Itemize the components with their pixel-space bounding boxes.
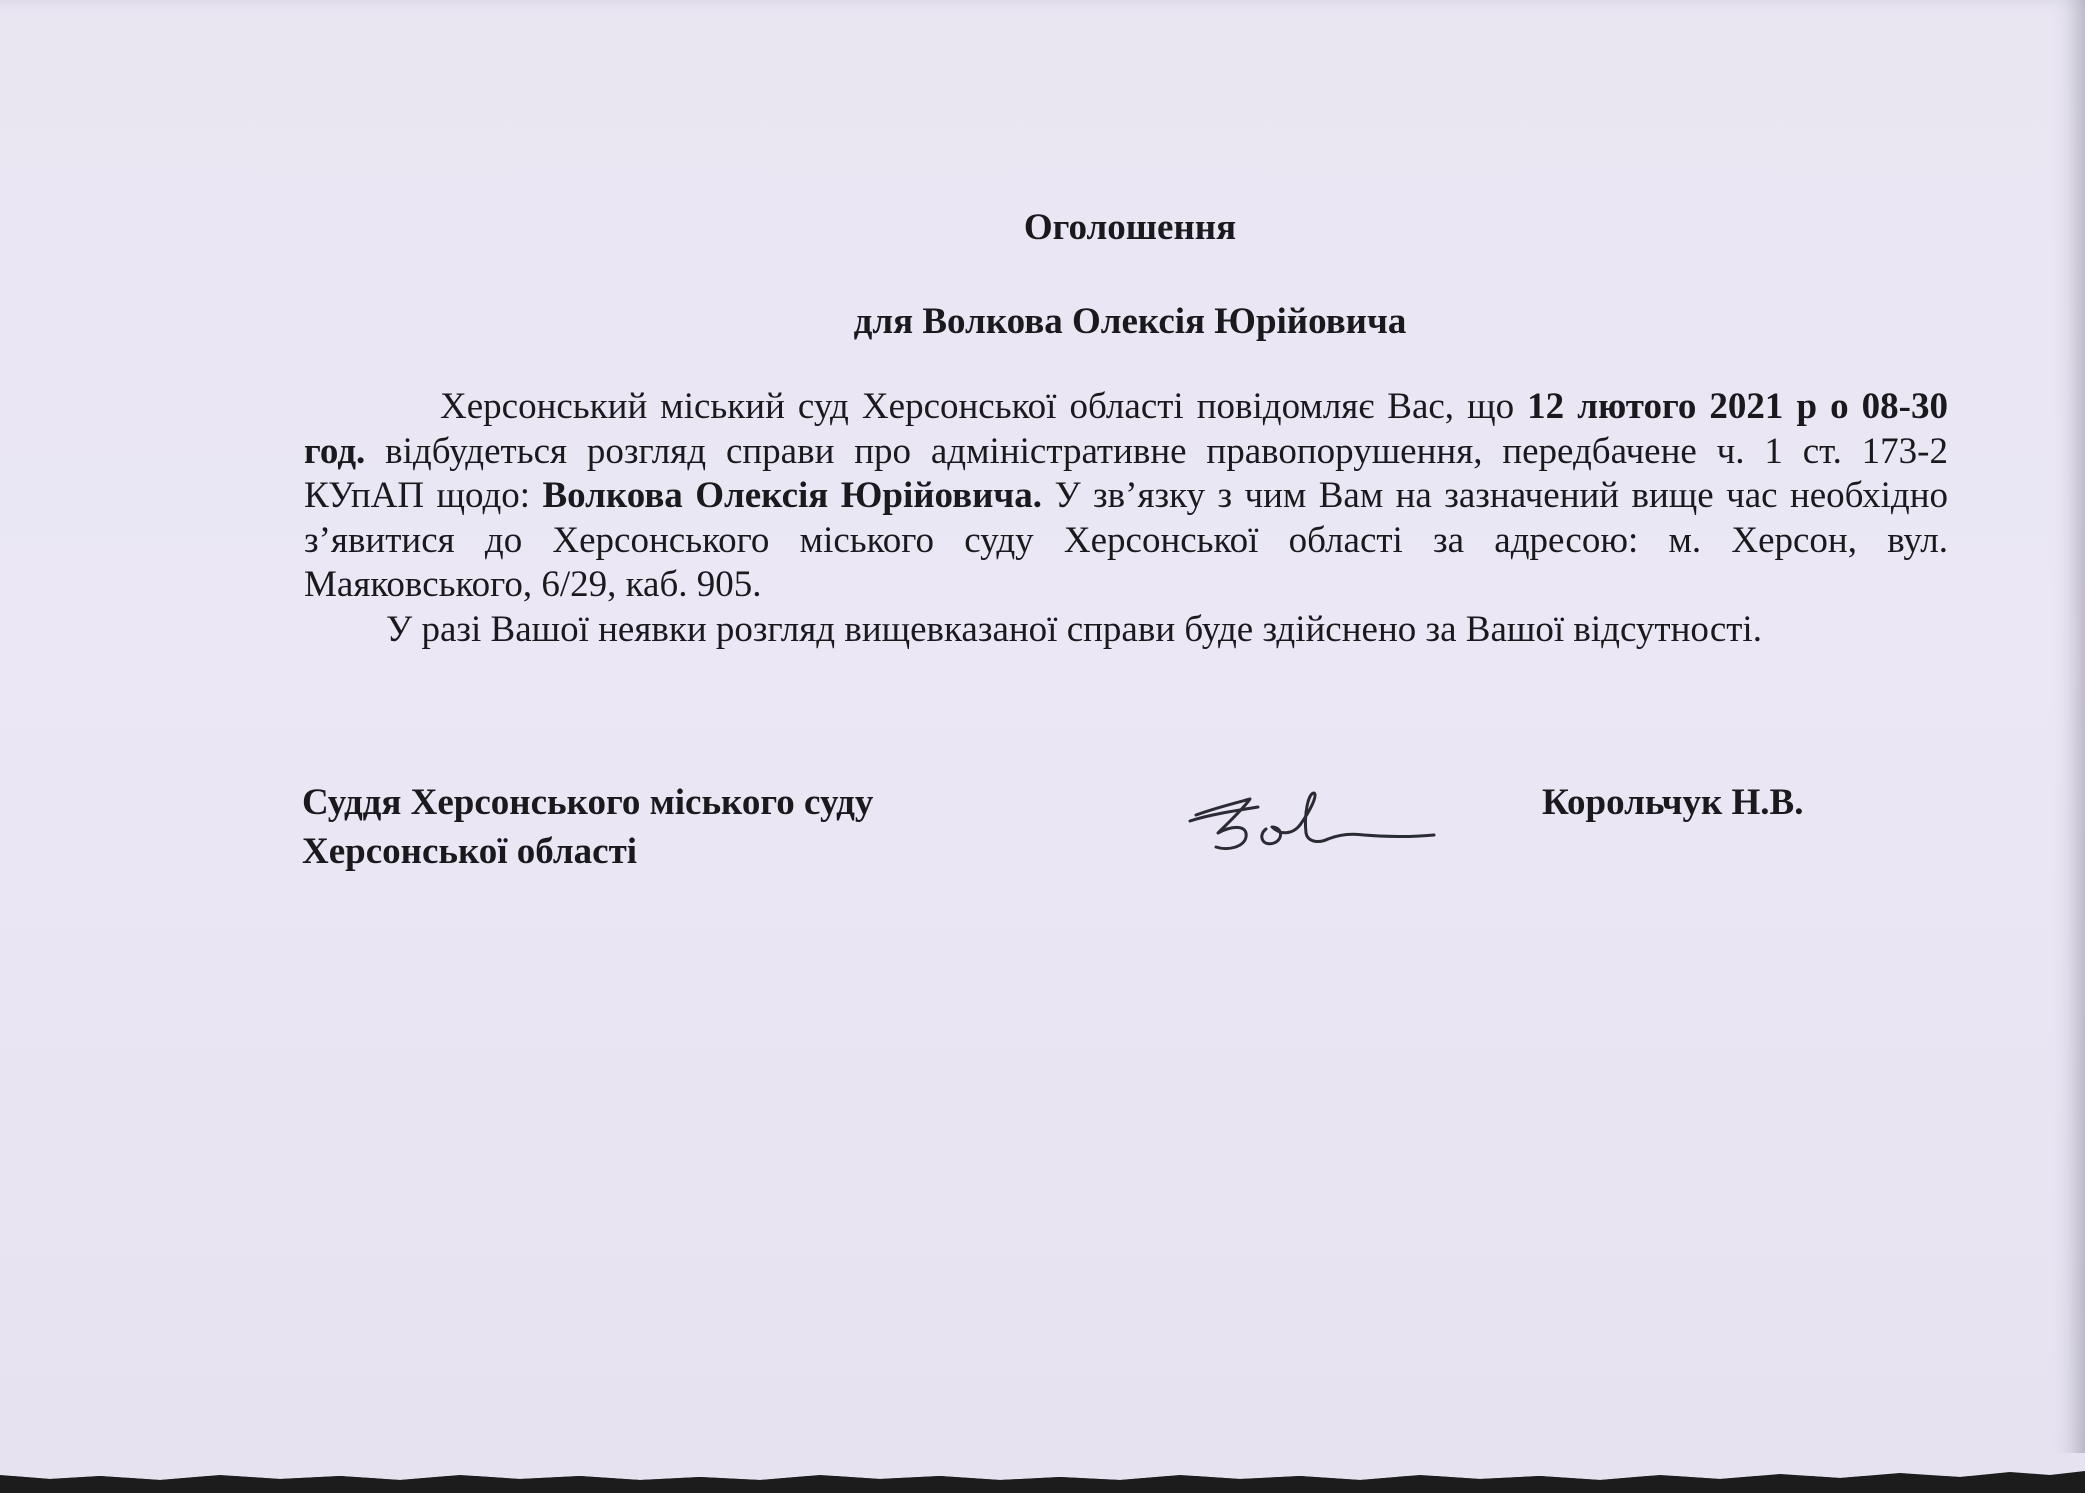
- notice-title: Оголошення: [1023, 207, 1237, 248]
- paragraph-1-intro: Херсонський міський суд Херсонської області повідомляє Вас, що: [440, 386, 1528, 427]
- handwritten-signature: [1188, 785, 1438, 865]
- defendant-name: Волкова Олексія Юрійовича.: [542, 475, 1043, 516]
- torn-paper-edge: [0, 1453, 2085, 1493]
- notice-body: [304, 385, 1948, 652]
- paragraph-1-middle: відбудеться розгляд справи про адміністративне правопорушення, передбачене ч. 1 ст. 173-2 КУпАП щодо:: [304, 430, 1948, 516]
- notice-paragraph-1: [304, 385, 1948, 608]
- paragraph-1-rest: У зв’язку з чим Вам на зазначений вище час необхідно з’явитися до Херсонського міського суду Херсонської області за адресою: м. Херсон, вул. Маяковського, 6/29, каб. 905.: [304, 475, 1948, 605]
- notice-addressee: для Волкова Олексія Юрійовича: [853, 301, 1407, 342]
- judge-position: [302, 778, 873, 876]
- judge-position-line-2: Херсонської області: [302, 831, 638, 872]
- judge-position-line-1: Суддя Херсонського міського суду: [302, 782, 874, 823]
- hearing-datetime: 12 лютого 2021 р о 08-30 год.: [304, 386, 1949, 472]
- notice-paragraph-2: У разі Вашої неявки розгляд вищевказаної справи буде здійснено за Вашої відсутності.: [386, 608, 1762, 650]
- judge-name: Корольчук Н.В.: [1542, 782, 1804, 823]
